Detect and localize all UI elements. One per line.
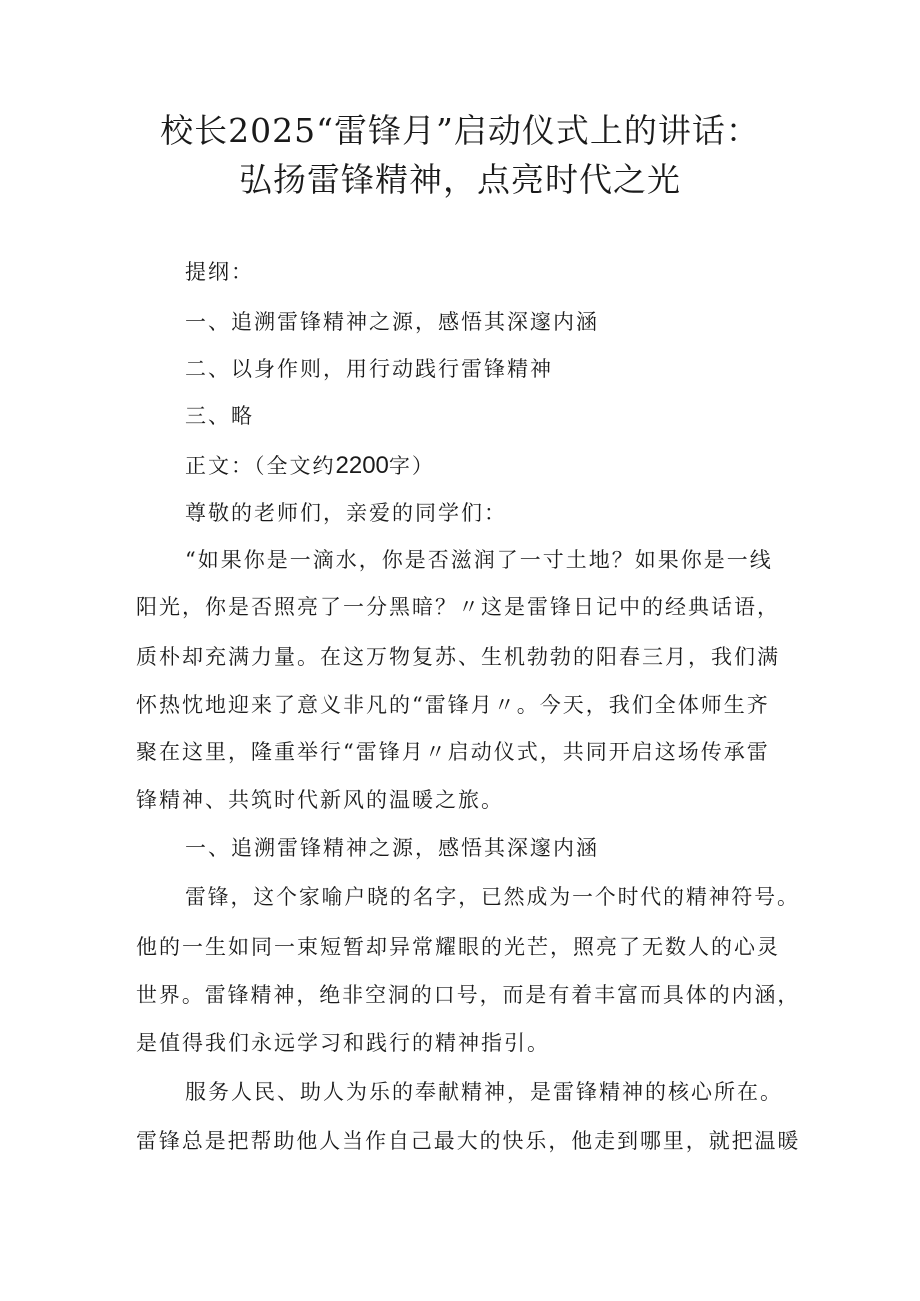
paragraph-2-line-3: 世界。雷锋精神，绝非空洞的口号，而是有着丰富而具体的内涵，: [136, 983, 801, 1007]
outline-item-1: 一、追溯雷锋精神之源，感悟其深邃内涵: [185, 310, 599, 334]
paragraph-3-line-2: 雷锋总是把帮助他人当作自己最大的快乐，他走到哪里，就把温暖: [136, 1129, 801, 1153]
body-label-suffix: 字）: [388, 454, 435, 478]
outline-label: 提纲：: [185, 260, 254, 284]
paragraph-1-line-4: 怀热忱地迎来了意义非凡的“雷锋月〃。今天，我们全体师生齐: [136, 693, 770, 717]
outline-item-2: 二、以身作则，用行动践行雷锋精神: [185, 357, 553, 381]
salutation: 尊敬的老师们，亲爱的同学们：: [185, 501, 507, 525]
title-line-2: 弘扬雷锋精神，点亮时代之光: [239, 160, 681, 199]
outline-item-3: 三、略: [185, 404, 254, 428]
word-count: 2200: [335, 452, 389, 479]
paragraph-2-line-2: 他的一生如同一束短暂却异常耀眼的光芒，照亮了无数人的心灵: [136, 935, 780, 959]
paragraph-1-line-1: “如果你是一滴水，你是否滋润了一寸土地？如果你是一线: [185, 548, 773, 572]
paragraph-2-line-1: 雷锋，这个家喻户晓的名字，已然成为一个时代的精神符号。: [185, 885, 800, 909]
section-1-heading: 一、追溯雷锋精神之源，感悟其深邃内涵: [185, 836, 599, 860]
paragraph-2-line-4: 是值得我们永远学习和践行的精神指引。: [136, 1031, 550, 1055]
body-label-prefix: 正文：（全文约: [185, 454, 336, 478]
paragraph-1-line-6: 锋精神、共筑时代新风的温暖之旅。: [136, 788, 504, 812]
paragraph-1-line-2: 阳光，你是否照亮了一分黑暗？〃这是雷锋日记中的经典话语，: [136, 595, 780, 619]
title-line-1: 校长2025“雷锋月”启动仪式上的讲话：: [160, 111, 760, 150]
paragraph-3-line-1: 服务人民、助人为乐的奉献精神，是雷锋精神的核心所在。: [185, 1080, 783, 1104]
paragraph-1-line-5: 聚在这里，隆重举行“雷锋月〃启动仪式，共同开启这场传承雷: [136, 740, 770, 764]
body-label: [185, 451, 435, 481]
paragraph-1-line-3: 质朴却充满力量。在这万物复苏、生机勃勃的阳春三月，我们满: [136, 645, 780, 669]
